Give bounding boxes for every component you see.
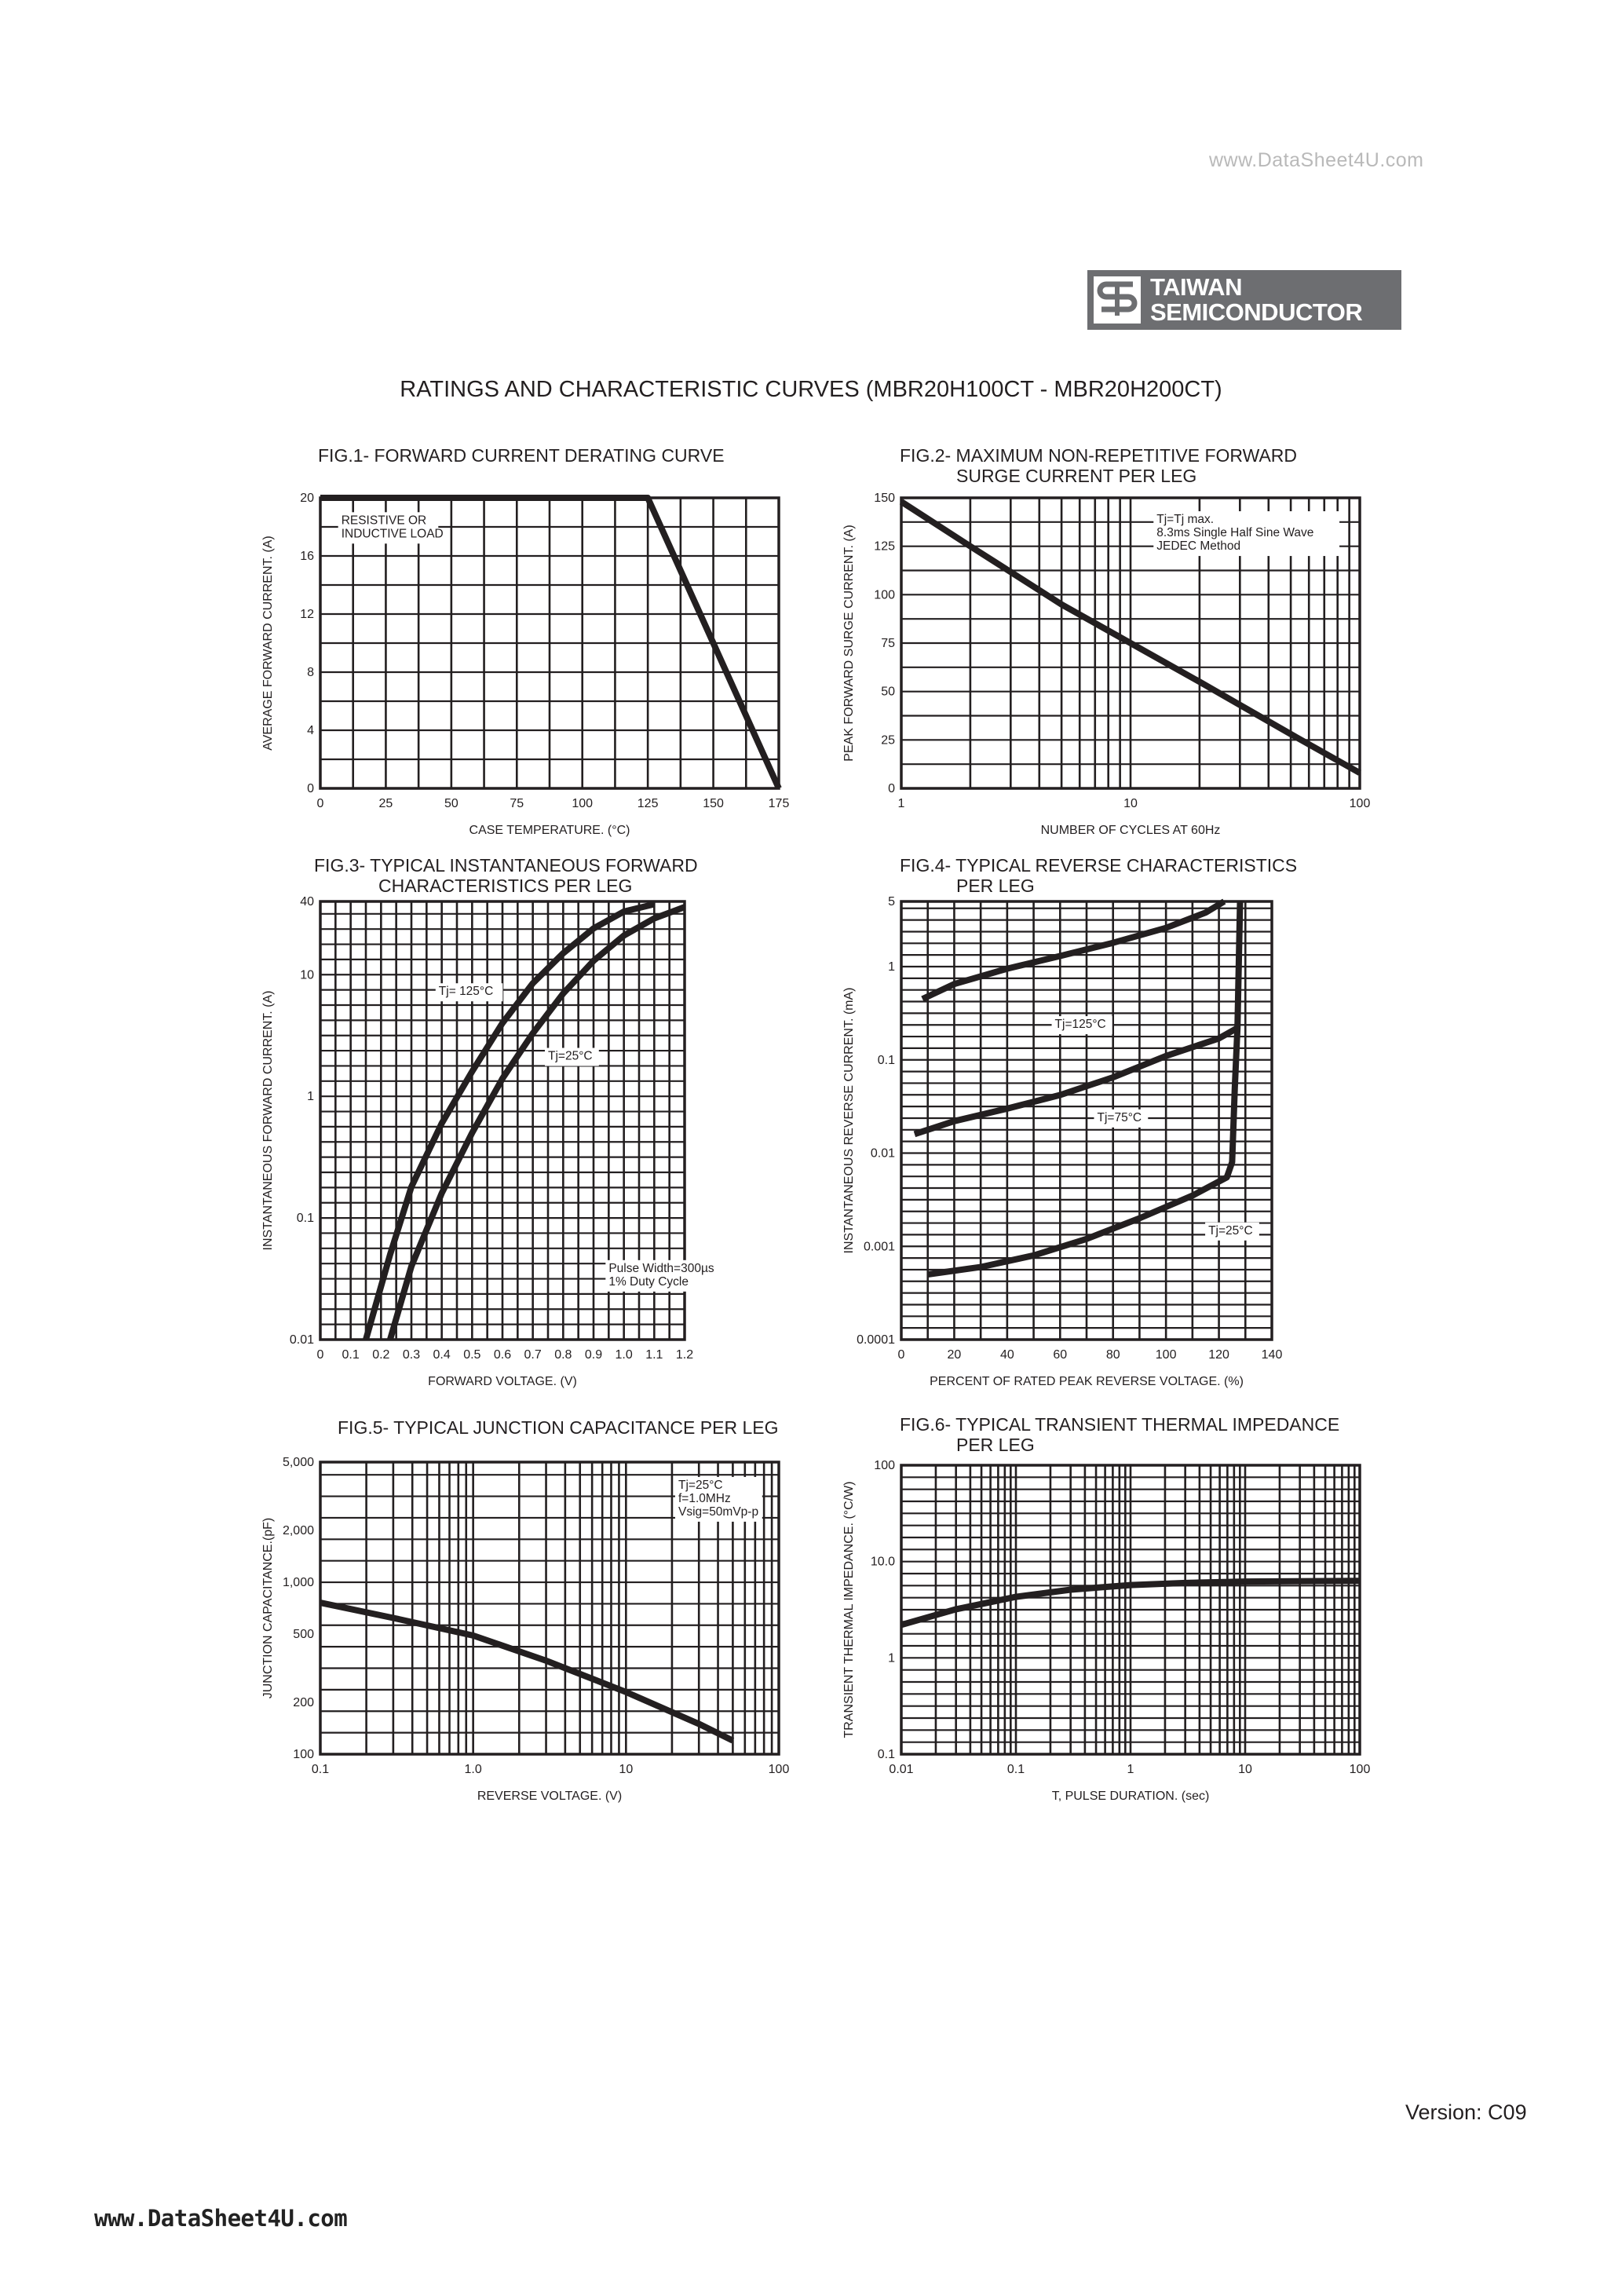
fig4-xtick-label: 80 xyxy=(1105,1348,1120,1362)
fig3-xtick-label: 0.1 xyxy=(342,1348,360,1362)
fig5-ytick-label: 1,000 xyxy=(282,1576,314,1590)
fig6-ytick-label: 100 xyxy=(874,1459,895,1472)
fig5-ytick-label: 2,000 xyxy=(282,1524,314,1538)
fig2-ytick-label: 50 xyxy=(881,685,895,699)
fig4-ytick-label: 1 xyxy=(888,960,895,974)
fig4-xtick-label: 20 xyxy=(947,1348,962,1362)
fig6-ytick-label: 0.1 xyxy=(877,1748,895,1761)
fig1-ytick-label: 0 xyxy=(307,782,314,795)
fig3-xtick-label: 0.3 xyxy=(402,1348,421,1362)
fig1-annotation-1-line-1: RESISTIVE OR xyxy=(341,514,427,528)
fig5-xtick-label: 100 xyxy=(768,1763,790,1776)
fig3-xtick-label: 0.2 xyxy=(372,1348,390,1362)
fig4-ytick-label: 5 xyxy=(888,895,895,909)
fig1-annotation-1-line-2: INDUCTIVE LOAD xyxy=(341,527,444,541)
fig1-ytick-label: 8 xyxy=(307,666,314,679)
fig2-ylabel: PEAK FORWARD SURGE CURRENT. (A) xyxy=(842,525,856,762)
fig1-ylabel: AVERAGE FORWARD CURRENT. (A) xyxy=(261,536,275,751)
fig4-chart xyxy=(842,855,1297,1388)
fig5-xtick-label: 10 xyxy=(619,1763,634,1776)
fig3-annotation-2-line-1: Tj=25°C xyxy=(548,1049,593,1063)
fig4-annotation-1-line-1: Tj=125°C xyxy=(1054,1018,1106,1032)
fig2-annotation-1-line-2: 8.3ms Single Half Sine Wave xyxy=(1156,526,1314,540)
watermark-top: www.DataSheet4U.com xyxy=(1209,149,1424,171)
fig3-xtick-label: 0.6 xyxy=(493,1348,512,1362)
fig6-ytick-label: 10.0 xyxy=(870,1555,895,1569)
fig5-xtick-label: 0.1 xyxy=(311,1763,330,1776)
fig2-ytick-label: 75 xyxy=(881,637,895,650)
fig3-annotation-3-line-1: Pulse Width=300µs xyxy=(608,1261,714,1275)
fig2-ytick-label: 25 xyxy=(881,733,895,748)
fig3-title-line-1: FIG.3- TYPICAL INSTANTANEOUS FORWARD xyxy=(314,855,698,876)
fig5-ytick-label: 100 xyxy=(293,1748,314,1761)
fig6-chart xyxy=(842,1414,1370,1803)
fig3-xlabel: FORWARD VOLTAGE. (V) xyxy=(428,1375,577,1388)
fig3-xtick-label: 1.0 xyxy=(615,1348,633,1362)
fig4-xtick-label: 40 xyxy=(999,1348,1014,1362)
fig3-ytick-label: 10 xyxy=(300,968,314,982)
fig5-ytick-label: 200 xyxy=(293,1696,314,1710)
fig6-xtick-label: 1 xyxy=(1127,1763,1134,1776)
fig6-xlabel: T, PULSE DURATION. (sec) xyxy=(1051,1790,1210,1803)
fig3-ytick-label: 1 xyxy=(307,1090,314,1104)
fig6-title-line-1: FIG.6- TYPICAL TRANSIENT THERMAL IMPEDANCE xyxy=(900,1414,1340,1435)
fig1-xtick-label: 125 xyxy=(637,797,659,810)
fig1-ytick-label: 16 xyxy=(300,550,314,563)
fig2-annotation-1-line-1: Tj=Tj max. xyxy=(1156,513,1215,527)
fig5-annotation-1-line-2: f=1.0MHz xyxy=(678,1491,731,1505)
fig3-xtick-label: 0.5 xyxy=(463,1348,481,1362)
fig5-xtick-label: 1.0 xyxy=(464,1763,482,1776)
fig2-title-line-1: FIG.2- MAXIMUM NON-REPETITIVE FORWARD xyxy=(900,445,1298,466)
fig1-chart xyxy=(261,445,789,837)
fig5-annotation-1-line-1: Tj=25°C xyxy=(678,1478,723,1492)
fig4-xtick-label: 120 xyxy=(1208,1348,1229,1362)
fig3-xtick-label: 0.7 xyxy=(524,1348,542,1362)
fig1-title-line-1: FIG.1- FORWARD CURRENT DERATING CURVE xyxy=(318,445,725,466)
fig1-ytick-label: 4 xyxy=(307,724,314,737)
fig4-series-1-curve xyxy=(922,901,1224,999)
fig6-grid xyxy=(901,1465,1360,1754)
fig5-ytick-label: 5,000 xyxy=(282,1456,314,1469)
fig3-ytick-label: 0.01 xyxy=(289,1333,314,1347)
fig3-annotation-3-line-2: 1% Duty Cycle xyxy=(608,1274,689,1289)
fig3-ytick-label: 0.1 xyxy=(296,1212,314,1226)
fig4-annotation-3-line-1: Tj=25°C xyxy=(1208,1223,1253,1238)
fig1-xtick-label: 0 xyxy=(316,797,324,810)
fig3-title-line-2: CHARACTERISTICS PER LEG xyxy=(378,876,633,896)
fig6-title-line-2: PER LEG xyxy=(956,1435,1035,1455)
fig5-ytick-label: 500 xyxy=(293,1627,314,1641)
fig2-xlabel: NUMBER OF CYCLES AT 60Hz xyxy=(1040,824,1221,837)
fig4-ytick-label: 0.001 xyxy=(863,1240,895,1254)
fig3-xtick-label: 0.9 xyxy=(584,1348,603,1362)
brand-name-line2: SEMICONDUCTOR xyxy=(1150,298,1363,326)
fig4-xtick-label: 140 xyxy=(1261,1348,1283,1362)
version-label: Version: C09 xyxy=(1405,2100,1527,2124)
fig6-xtick-label: 0.1 xyxy=(1006,1763,1025,1776)
fig3-xtick-label: 0.8 xyxy=(554,1348,572,1362)
fig2-ytick-label: 0 xyxy=(888,782,895,795)
fig3-xtick-label: 1.2 xyxy=(675,1348,694,1362)
fig2-ytick-label: 125 xyxy=(874,539,895,554)
fig4-title-line-1: FIG.4- TYPICAL REVERSE CHARACTERISTICS xyxy=(900,855,1298,876)
fig6-xtick-label: 10 xyxy=(1238,1763,1252,1776)
fig4-annotation-2-line-1: Tj=75°C xyxy=(1097,1110,1142,1124)
fig4-xtick-label: 60 xyxy=(1053,1348,1068,1362)
fig4-ylabel: INSTANTANEOUS REVERSE CURRENT. (mA) xyxy=(842,987,856,1254)
watermark-bottom: www.DataSheet4U.com xyxy=(94,2205,348,2232)
fig2-ytick-label: 150 xyxy=(874,492,895,505)
fig5-xlabel: REVERSE VOLTAGE. (V) xyxy=(477,1790,623,1803)
fig1-ytick-label: 20 xyxy=(300,492,314,505)
page-title: RATINGS AND CHARACTERISTIC CURVES (MBR20H100CT - MBR20H200CT) xyxy=(400,377,1222,402)
fig3-xtick-label: 0.4 xyxy=(433,1348,451,1362)
fig5-chart xyxy=(261,1417,789,1803)
fig4-xtick-label: 0 xyxy=(897,1348,905,1362)
fig6-ytick-label: 1 xyxy=(888,1651,895,1665)
fig4-title-line-2: PER LEG xyxy=(956,876,1035,896)
fig1-xtick-label: 25 xyxy=(378,797,393,810)
fig6-xtick-label: 0.01 xyxy=(889,1763,914,1776)
fig4-ytick-label: 0.1 xyxy=(877,1053,895,1067)
fig3-xtick-label: 0 xyxy=(316,1348,324,1362)
fig1-xtick-label: 75 xyxy=(510,797,524,810)
fig2-ytick-label: 100 xyxy=(874,588,895,602)
fig3-chart xyxy=(261,855,725,1388)
fig2-xtick-label: 10 xyxy=(1123,797,1138,810)
fig4-ytick-label: 0.0001 xyxy=(857,1333,895,1347)
fig5-ylabel: JUNCTION CAPACITANCE.(pF) xyxy=(261,1517,275,1699)
fig3-xtick-label: 1.1 xyxy=(645,1348,663,1362)
fig2-xtick-label: 1 xyxy=(897,797,905,810)
fig3-annotation-1-line-1: Tj= 125°C xyxy=(438,985,494,999)
fig2-chart xyxy=(842,445,1370,837)
fig1-ytick-label: 12 xyxy=(300,608,314,621)
fig3-ytick-label: 40 xyxy=(300,895,314,909)
fig2-annotation-1-line-3: JEDEC Method xyxy=(1156,539,1241,554)
fig5-series-1-curve xyxy=(320,1603,732,1741)
fig2-title-line-2: SURGE CURRENT PER LEG xyxy=(956,466,1197,486)
fig6-ylabel: TRANSIENT THERMAL IMPEDANCE. (°C/W) xyxy=(842,1481,856,1738)
fig3-ylabel: INSTANTANEOUS FORWARD CURRENT. (A) xyxy=(261,990,275,1251)
fig1-xtick-label: 175 xyxy=(768,797,790,810)
brand-name-line1: TAIWAN xyxy=(1150,273,1242,301)
fig5-annotation-1-line-3: Vsig=50mVp-p xyxy=(678,1504,759,1519)
fig2-xtick-label: 100 xyxy=(1349,797,1371,810)
fig4-xlabel: PERCENT OF RATED PEAK REVERSE VOLTAGE. (%) xyxy=(930,1375,1244,1388)
fig1-xtick-label: 100 xyxy=(572,797,594,810)
fig6-xtick-label: 100 xyxy=(1349,1763,1371,1776)
fig1-xtick-label: 50 xyxy=(444,797,458,810)
fig1-xtick-label: 150 xyxy=(703,797,724,810)
fig5-title-line-1: FIG.5- TYPICAL JUNCTION CAPACITANCE PER LEG xyxy=(338,1417,779,1438)
fig4-ytick-label: 0.01 xyxy=(870,1146,895,1161)
fig1-xlabel: CASE TEMPERATURE. (°C) xyxy=(469,824,630,837)
fig4-xtick-label: 100 xyxy=(1155,1348,1177,1362)
